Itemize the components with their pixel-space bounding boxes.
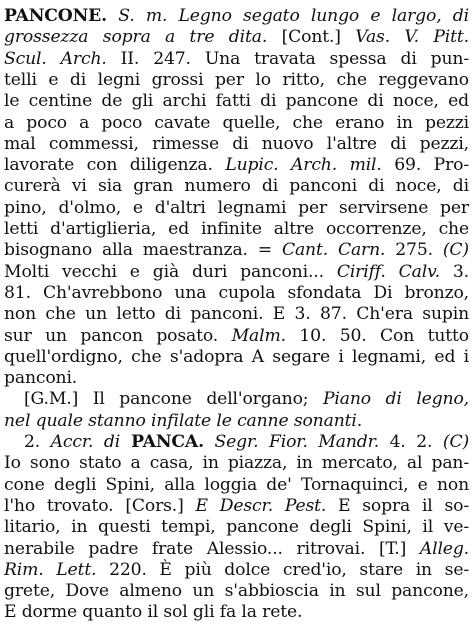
italic-text: Lupic. Arch. mil. [225, 155, 382, 176]
text-run: 81. Ch'avrebbono una cupola sfondata Di bronzo, [4, 282, 469, 303]
text-run: 69. Pro- [381, 155, 469, 176]
text-run: mal commessi, rimesse di nuovo l'altre di pezzi, [4, 133, 469, 154]
italic-text: Segr. Fior. Mandr. [214, 432, 380, 452]
text-run: litario, in questi tempi, pancone degli Spini, il ve- [4, 517, 469, 538]
italic-text: Rim. Lett. [4, 559, 97, 580]
text-run: Molti vecchi e già duri panconi... [4, 261, 337, 282]
text-run: telli e di legni grossi per lo ritto, che reggevano [4, 69, 469, 90]
italic-text: Vas. V. Pitt. [355, 27, 469, 48]
text-run: [G.M.] Il pancone dell'organo; [24, 389, 324, 410]
text-run: E dorme quanto il sol gli fa la rete. [4, 602, 303, 623]
text-run: nerabile padre frate Alessio... ritrovai. [T.] [4, 538, 420, 559]
italic-text: (C) [442, 432, 470, 452]
italic-text: Cant. Carn. [281, 240, 386, 261]
text-run [107, 6, 118, 26]
text-run: PANCA. [120, 432, 204, 452]
text-run: sur un pancon posato. [4, 325, 232, 346]
italic-text: Ciriff. Calv. [336, 261, 440, 282]
text-run: a poco a poco cavate quelle, che erano in pezzi [4, 112, 469, 133]
text-run: grete, Dove almeno un s'abbioscia in sul pancone, [4, 581, 469, 602]
text-run: 10. 50. Con tutto [285, 325, 470, 346]
text-run: l'ho trovato. [Cors.] [4, 495, 196, 516]
text-run: bisognano alla maestranza. = [4, 240, 282, 261]
text-run: cone degli Spini, alla loggia de' Tornaquinci, e non [4, 474, 469, 495]
text-run: 4. 2. [379, 432, 443, 452]
text-run: 2. [24, 432, 51, 452]
text-run: non che un letto di panconi. E 3. 87. Ch'era supin [4, 304, 469, 325]
italic-text: Malm. [231, 325, 286, 346]
text-run: 220. È più dolce cred'io, stare in se- [96, 559, 469, 580]
italic-text: Alleg. [419, 538, 469, 559]
italic-text: (C) [442, 240, 469, 261]
text-run: quell'ordigno, che s'adopra A segare i legnami, ed i [4, 346, 469, 367]
italic-text: grossezza sopra a tre dita. [4, 27, 268, 48]
text-run: letti d'artiglieria, ed infinite altre occorrenze, che [4, 219, 469, 239]
italic-text: nel quale stanno infilate le canne sonanti. [4, 410, 363, 431]
italic-text: E Descr. Pest. [195, 495, 327, 516]
text-run: le centine de gli archi fatti di pancone di noce, ed [4, 91, 469, 112]
text-run: 3. [439, 261, 469, 282]
headword: PANCONE. [4, 6, 107, 26]
text-line [4, 600, 469, 624]
text-run: lavorate con diligenza. [4, 155, 226, 176]
text-run: pino, d'olmo, e d'altri legnami per servirsene per [4, 197, 469, 218]
text-run: II. 247. Una travata spessa di pun- [106, 48, 469, 69]
text-run: [Cont.] [267, 27, 356, 48]
italic-text: S. m. Legno segato lungo e largo, di [118, 6, 469, 26]
italic-text: Accr. di [50, 432, 121, 452]
text-run: 275. [385, 240, 443, 261]
text-run: Io sono stato a casa, in piazza, in mercato, al pan- [4, 453, 469, 474]
italic-text: Scul. Arch. [4, 48, 107, 69]
italic-text: Piano di legno, [323, 389, 469, 410]
text-run: panconi. [4, 368, 78, 389]
text-run [204, 432, 215, 452]
text-run: E sopra il so- [326, 495, 470, 516]
text-run: curerà vi sia gran numero di panconi di noce, di [4, 176, 469, 197]
